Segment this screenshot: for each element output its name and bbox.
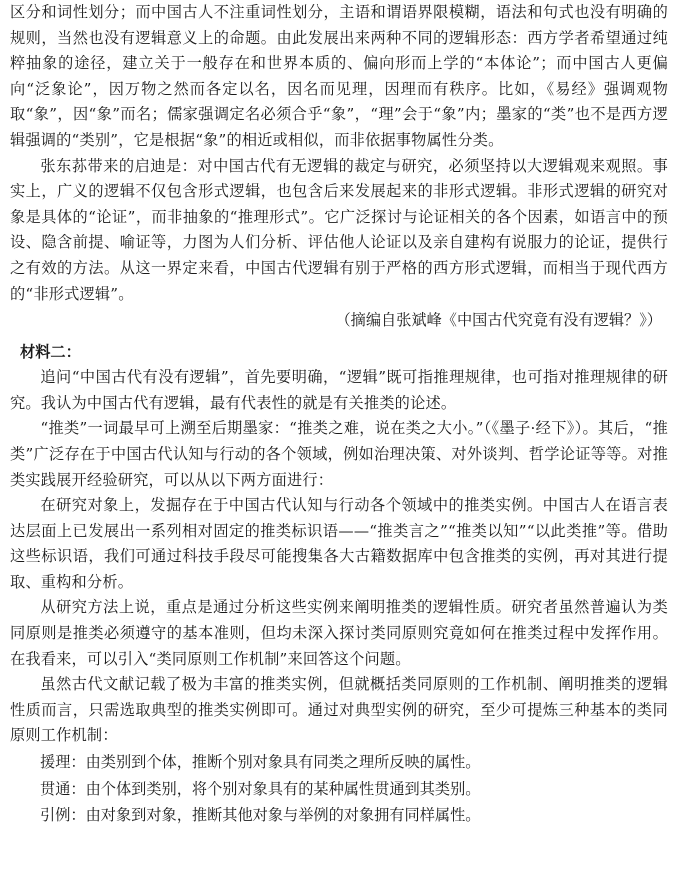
material-2-heading: 材料二： — [20, 343, 81, 362]
mechanism-item-yuanli: 援理：由类别到个体，推断个别对象具有同类之理所反映的属性。 — [40, 753, 481, 772]
paragraph-zhang-dongsun: 张东荪带来的启迪是：对中国古代有无逻辑的裁定与研究，必须坚持以大逻辑观来观照。事实上，广义的逻辑不仅包含形式逻辑，也包含后来发展起来的非形式逻辑。非形式逻辑的研究对象是具体的“论证”，而非抽象的“推理形式”。它广泛探讨与论证相关的各个因素，如语言中的预设、隐含前提、喻证等，力图为人们分析、评估他人论证以及亲自建构有说服力的论证，提供行之有效的方法。从这一界定来看，中国古代逻辑有别于严格的西方形式逻辑，而相当于现代西方的“非形式逻辑”。 — [10, 156, 668, 303]
paragraph-research-object: 在研究对象上，发掘存在于中国古代认知与行动各个领域中的推类实例。中国古人在语言表达层面上已发展出一系列相对固定的推类标识语——“推类言之”“推类以知”“以此类推”等。借助这些标识语，我们可通过科技手段尽可能搜集各大古籍数据库中包含推类的实例，再对其进行提取、重构和分析。 — [10, 496, 668, 591]
intro-paragraph: 区分和词性划分；而中国古人不注重词性划分，主语和谓语界限模糊，语法和句式也没有明确的规则，当然也没有逻辑意义上的命题。由此发展出来两种不同的逻辑形态：西方学者希望通过纯粹抽象的途径，建立关于一般存在和世界本质的、偏向形而上学的“本体论”；而中国古人更偏向“泛象论”，因万物之然而各定以名，因名而见理，因理而有秩序。比如，《易经》强调观物取“象”，因“象”而名；儒家强调定名必须合乎“象”，“理”会于“象”内；墨家的“类”也不是西方逻辑强调的“类别”，它是根据“象”的相近或相似，而非依据事物属性分类。 — [10, 3, 668, 149]
paragraph-logic-question: 追问“中国古代有没有逻辑”，首先要明确，“逻辑”既可指推理规律，也可指对推理规律的研究。我认为中国古代有逻辑，最有代表性的就是有关推类的论述。 — [10, 368, 668, 412]
paragraph-typical-examples: 虽然古代文献记载了极为丰富的推类实例，但就概括类同原则的工作机制、阐明推类的逻辑性质而言，只需选取典型的推类实例即可。通过对典型实例的研究，至少可提炼三种基本的类同原则工作机制： — [10, 675, 668, 745]
source-citation-1: （摘编自张斌峰《中国古代究竟有没有逻辑？》） — [335, 311, 662, 330]
paragraph-tuilei-origin: “推类”一词最早可上溯至后期墨家：“推类之难，说在类之大小。”（《墨子·经下》）。其后，“推类”广泛存在于中国古代认知与行动的各个领域，例如治理决策、对外谈判、哲学论证等等。对推类实践展开经验研究，可以从以下两方面进行： — [10, 419, 668, 489]
mechanism-item-yinli: 引例：由对象到对象，推断其他对象与举例的对象拥有同样属性。 — [40, 806, 481, 825]
paragraph-research-method: 从研究方法上说，重点是通过分析这些实例来阐明推类的逻辑性质。研究者虽然普遍认为类同原则是推类必须遵守的基本准则，但均未深入探讨类同原则究竟如何在推类过程中发挥作用。在我看来，可以引入“类同原则工作机制”来回答这个问题。 — [10, 598, 668, 668]
mechanism-item-guantong: 贯通：由个体到类别，将个别对象具有的某种属性贯通到其类别。 — [40, 779, 481, 798]
